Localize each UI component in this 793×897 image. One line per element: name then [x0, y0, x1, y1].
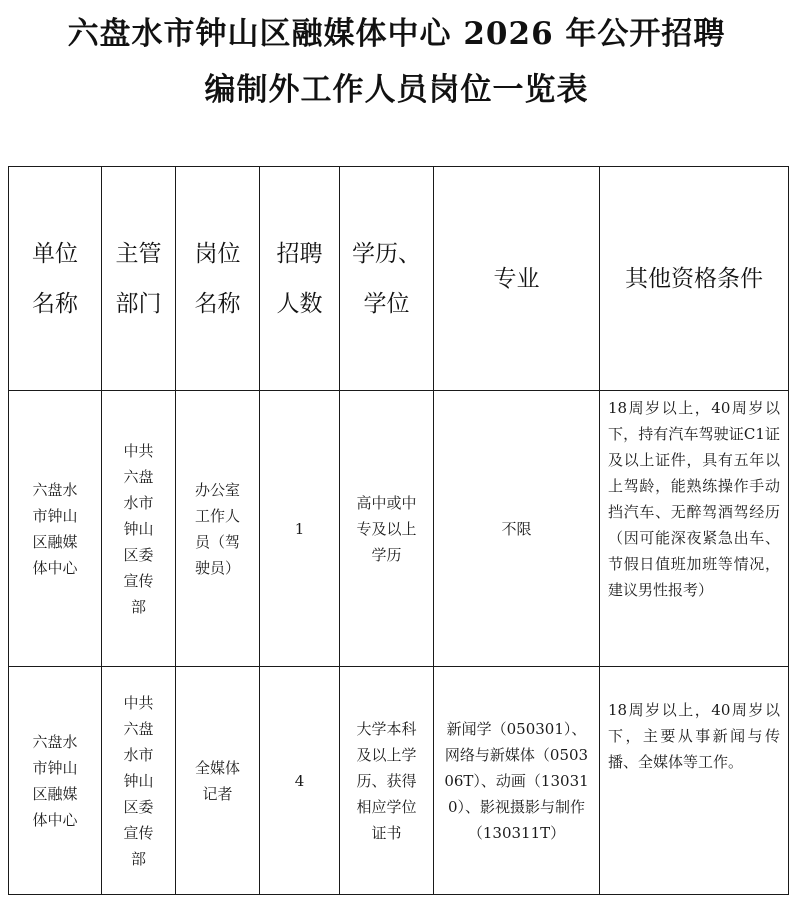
cell-major: 新闻学（050301）、网络与新媒体（050306T）、动画（130310）、影视摄影与制作（130311T）: [434, 667, 600, 895]
title-line-2: 编制外工作人员岗位一览表: [204, 72, 589, 108]
table-row: [9, 667, 789, 895]
header-position: 岗位名称: [176, 167, 260, 391]
cell-dept: 中共六盘水市钟山区委宣传部: [102, 391, 176, 667]
cell-count: 1: [260, 391, 340, 667]
header-major: 专业: [434, 167, 600, 391]
title-line-1: 六盘水市钟山区融媒体中心 2026 年公开招聘: [67, 16, 726, 52]
cell-major: 不限: [434, 391, 600, 667]
cell-unit: 六盘水市钟山区融媒体中心: [9, 391, 102, 667]
header-other: 其他资格条件: [600, 167, 789, 391]
cell-count: 4: [260, 667, 340, 895]
page-title: [0, 6, 793, 118]
cell-other: 18周岁以上，40周岁以下，持有汽车驾驶证C1证及以上证件，具有五年以上驾龄，能熟练操作手动挡汽车、无醉驾酒驾经历（因可能深夜紧急出车、节假日值班加班等情况，建议男性报考）: [600, 391, 789, 667]
cell-dept: 中共六盘水市钟山区委宣传部: [102, 667, 176, 895]
cell-education: 高中或中专及以上学历: [340, 391, 434, 667]
header-count: 招聘人数: [260, 167, 340, 391]
header-unit: 单位名称: [9, 167, 102, 391]
positions-table: [8, 166, 789, 895]
cell-position: 全媒体记者: [176, 667, 260, 895]
table-header-row: [9, 167, 789, 391]
cell-education: 大学本科及以上学历、获得相应学位证书: [340, 667, 434, 895]
cell-position: 办公室工作人员（驾驶员）: [176, 391, 260, 667]
cell-unit: 六盘水市钟山区融媒体中心: [9, 667, 102, 895]
header-education: 学历、学位: [340, 167, 434, 391]
header-dept: 主管部门: [102, 167, 176, 391]
table-row: [9, 391, 789, 667]
cell-other: 18周岁以上，40周岁以下，主要从事新闻与传播、全媒体等工作。: [600, 667, 789, 895]
